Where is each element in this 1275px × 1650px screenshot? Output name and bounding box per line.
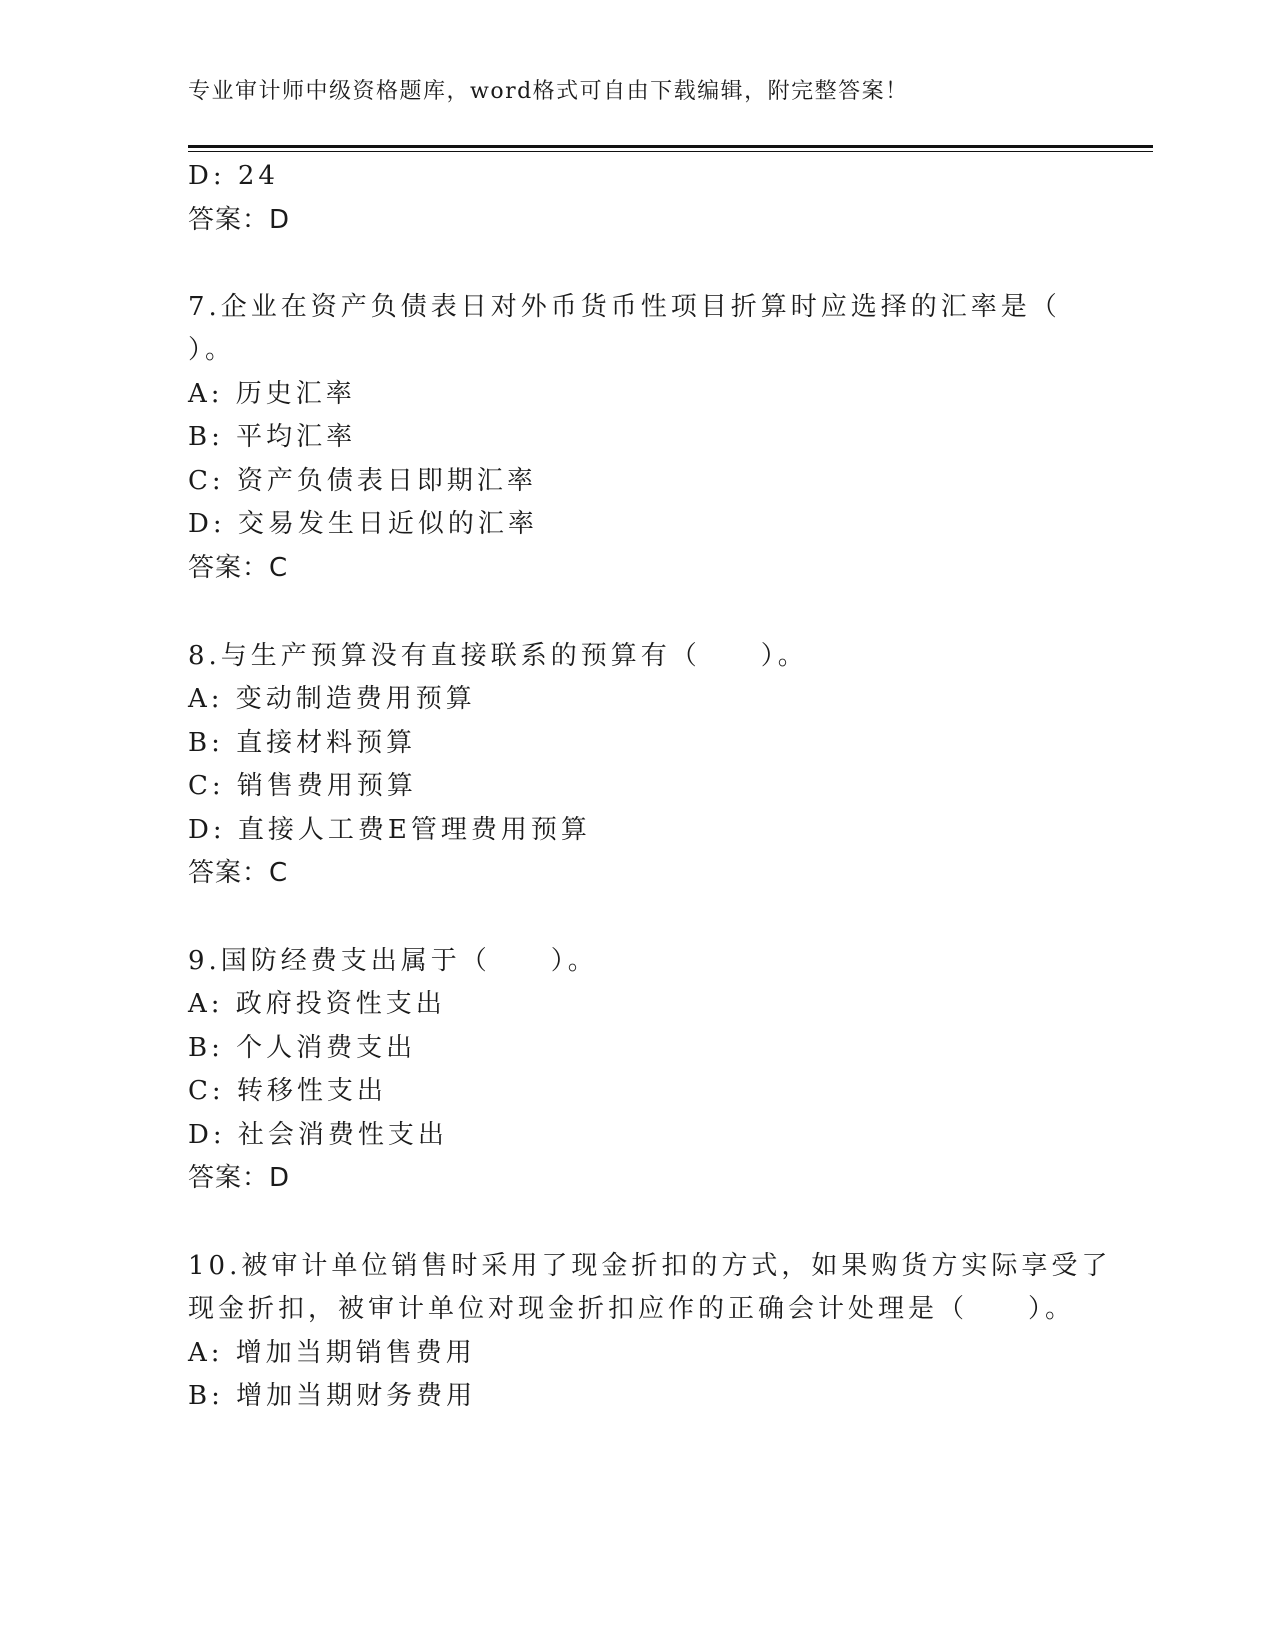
option-b: B: 个人消费支出 bbox=[188, 1033, 417, 1063]
option-d: D: 交易发生日近似的汇率 bbox=[188, 509, 538, 539]
answer: 答案：C bbox=[188, 553, 289, 583]
option-c: C: 转移性支出 bbox=[188, 1076, 387, 1106]
question-stem: 9.国防经费支出属于（ ）。 bbox=[188, 946, 598, 976]
page-header: 专业审计师中级资格题库，word格式可自由下载编辑，附完整答案！ bbox=[188, 79, 909, 104]
option-b: B: 增加当期财务费用 bbox=[188, 1381, 477, 1411]
header-rule-thin bbox=[188, 151, 1153, 152]
option-b: B: 直接材料预算 bbox=[188, 728, 417, 758]
prev-option-d: D: 24 bbox=[188, 161, 279, 191]
option-d: D: 社会消费性支出 bbox=[188, 1120, 448, 1150]
option-a: A: 历史汇率 bbox=[188, 379, 356, 409]
option-a: A: 增加当期销售费用 bbox=[188, 1338, 476, 1368]
prev-answer: 答案：D bbox=[188, 205, 291, 235]
option-a: A: 政府投资性支出 bbox=[188, 989, 446, 1019]
question-stem: 现金折扣，被审计单位对现金折扣应作的正确会计处理是（ ）。 bbox=[188, 1294, 1076, 1324]
answer: 答案：C bbox=[188, 858, 289, 888]
option-c: C: 资产负债表日即期汇率 bbox=[188, 466, 537, 496]
question-stem: 8.与生产预算没有直接联系的预算有（ ）。 bbox=[188, 641, 808, 671]
option-a: A: 变动制造费用预算 bbox=[188, 684, 476, 714]
question-stem: 7.企业在资产负债表日对外币货币性项目折算时应选择的汇率是（ bbox=[188, 292, 1061, 322]
answer: 答案：D bbox=[188, 1163, 291, 1193]
question-stem: 10.被审计单位销售时采用了现金折扣的方式，如果购货方实际享受了 bbox=[188, 1251, 1112, 1281]
option-c: C: 销售费用预算 bbox=[188, 771, 417, 801]
option-b: B: 平均汇率 bbox=[188, 422, 357, 452]
question-stem: ）。 bbox=[188, 335, 236, 365]
option-d: D: 直接人工费E管理费用预算 bbox=[188, 815, 591, 845]
header-rule-thick bbox=[188, 145, 1153, 148]
